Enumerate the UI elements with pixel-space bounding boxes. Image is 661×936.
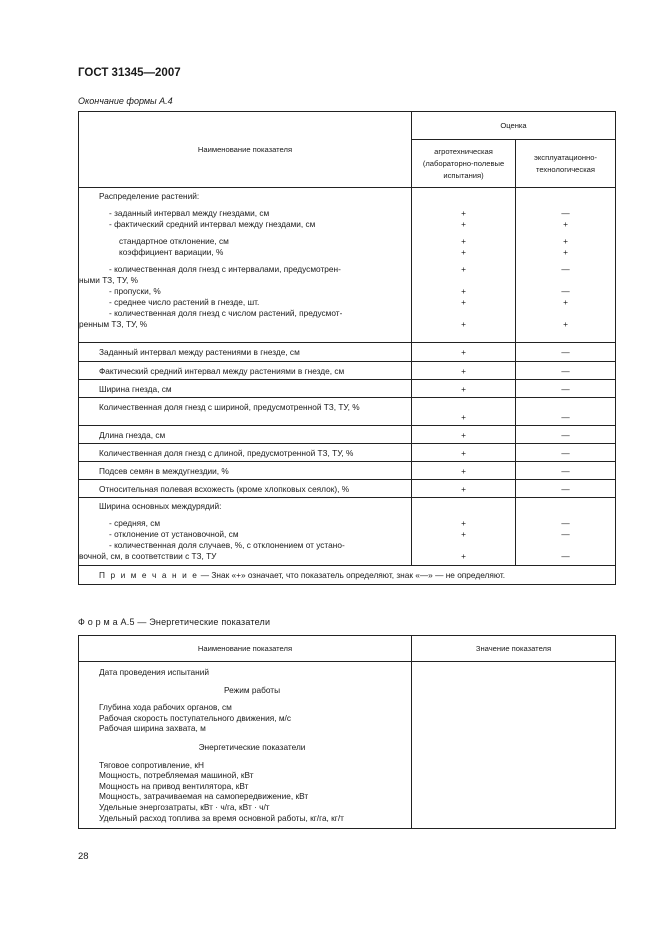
column-header-expl: эксплуатационно- технологическая bbox=[516, 140, 616, 188]
row-agro: + bbox=[412, 362, 516, 380]
table-row bbox=[79, 498, 616, 566]
row-agro: + bbox=[412, 480, 516, 498]
document-header: ГОСТ 31345—2007 bbox=[78, 67, 181, 79]
energy-names-cell: Дата проведения испытаний Режим работы Глубина хода рабочих органов, см Рабочая скорость поступательного движения, м/с Рабочая ширина захвата, м Энергетические показатели Тяговое сопротивление, кН Мощность, потребляемая машиной, кВт Мощность на привод вентилятора, кВт Мощность, затрачиваемая на самопередвижение, кВт Удельные энергозатраты, кВт · ч/га, кВт · ч/т Удельный расход топлива за время основной работы, кг/га, кг/т bbox=[79, 662, 412, 829]
row-expl: — bbox=[516, 362, 616, 380]
row-name: Длина гнезда, см bbox=[79, 426, 412, 444]
distribution-cell: Распределение растений: - заданный интервал между гнездами, см - фактический средний интервал между гнездами, см стандартное отклонение, см коэффициент вариации, % - количественная доля гнезд с интервалами, предусмотрен- ными ТЗ, ТУ, % - пропуски, % - среднее число растений в гнезде, шт. - количественная доля гнезд с числом растений, предусмот- ренным ТЗ, ТУ, % bbox=[79, 188, 412, 343]
row-agro: + bbox=[412, 426, 516, 444]
table-note-row bbox=[79, 566, 616, 585]
table-row bbox=[79, 343, 616, 362]
row-expl: — bbox=[516, 480, 616, 498]
row-agro: + bbox=[412, 444, 516, 462]
energy-body-row bbox=[79, 662, 616, 829]
form-a4-table bbox=[78, 111, 616, 585]
table-caption: Окончание формы А.4 bbox=[78, 96, 173, 106]
distribution-expl: — + + + — — + + bbox=[516, 188, 616, 343]
distribution-agro: + + + + + + + + bbox=[412, 188, 516, 343]
table-row bbox=[79, 462, 616, 480]
mode-section-title: Режим работы bbox=[223, 684, 281, 695]
row-name: Ширина гнезда, см bbox=[79, 380, 412, 398]
row-name: Подсев семян в междугнездии, % bbox=[79, 462, 412, 480]
row-name: Относительная полевая всхожесть (кроме хлопковых сеялок), % bbox=[79, 480, 412, 498]
table-row bbox=[79, 398, 616, 426]
table-note: П р и м е ч а н и е — Знак «+» означает, что показатель определяют, знак «—» — не определяют. bbox=[79, 566, 616, 585]
row-expl: — bbox=[516, 398, 616, 426]
row-agro: + bbox=[412, 380, 516, 398]
table-row bbox=[79, 362, 616, 380]
form-a5-caption: Ф о р м а А.5 — Энергетические показатели bbox=[78, 617, 271, 627]
column-header-name: Наименование показателя bbox=[79, 112, 412, 188]
row-agro: + bbox=[412, 462, 516, 480]
row-name: Количественная доля гнезд с шириной, предусмотренной ТЗ, ТУ, % bbox=[79, 398, 412, 426]
table-row bbox=[79, 188, 616, 343]
table-row bbox=[79, 444, 616, 462]
column-header-agro: агротехническая (лабораторно-полевые испытания) bbox=[412, 140, 516, 188]
table-row bbox=[79, 480, 616, 498]
row-name: Фактический средний интервал между растениями в гнезде, см bbox=[79, 362, 412, 380]
form-a5-table bbox=[78, 635, 616, 829]
row-expl: — bbox=[516, 343, 616, 362]
energy-section-title: Энергетические показатели bbox=[198, 741, 306, 752]
row-agro: + bbox=[412, 398, 516, 426]
row-expl: — bbox=[516, 462, 616, 480]
table-row bbox=[79, 380, 616, 398]
page-number: 28 bbox=[78, 851, 89, 862]
energy-values-cell bbox=[412, 662, 616, 829]
row-spacing-agro: + + + bbox=[412, 498, 516, 566]
column-header-name: Наименование показателя bbox=[79, 636, 412, 662]
row-expl: — bbox=[516, 444, 616, 462]
table-row bbox=[79, 426, 616, 444]
row-expl: — bbox=[516, 426, 616, 444]
row-spacing-expl: — — — bbox=[516, 498, 616, 566]
column-header-value: Значение показателя bbox=[412, 636, 616, 662]
row-name: Заданный интервал между растениями в гнезде, см bbox=[79, 343, 412, 362]
row-spacing-cell: Ширина основных междурядий: - средняя, см - отклонение от установочной, см - количественная доля случаев, %, с отклонением от устано- вочной, см, в соответствии с ТЗ, ТУ bbox=[79, 498, 412, 566]
row-name: Количественная доля гнезд с длиной, предусмотренной ТЗ, ТУ, % bbox=[79, 444, 412, 462]
row-agro: + bbox=[412, 343, 516, 362]
row-expl: — bbox=[516, 380, 616, 398]
column-header-score: Оценка bbox=[412, 112, 616, 140]
